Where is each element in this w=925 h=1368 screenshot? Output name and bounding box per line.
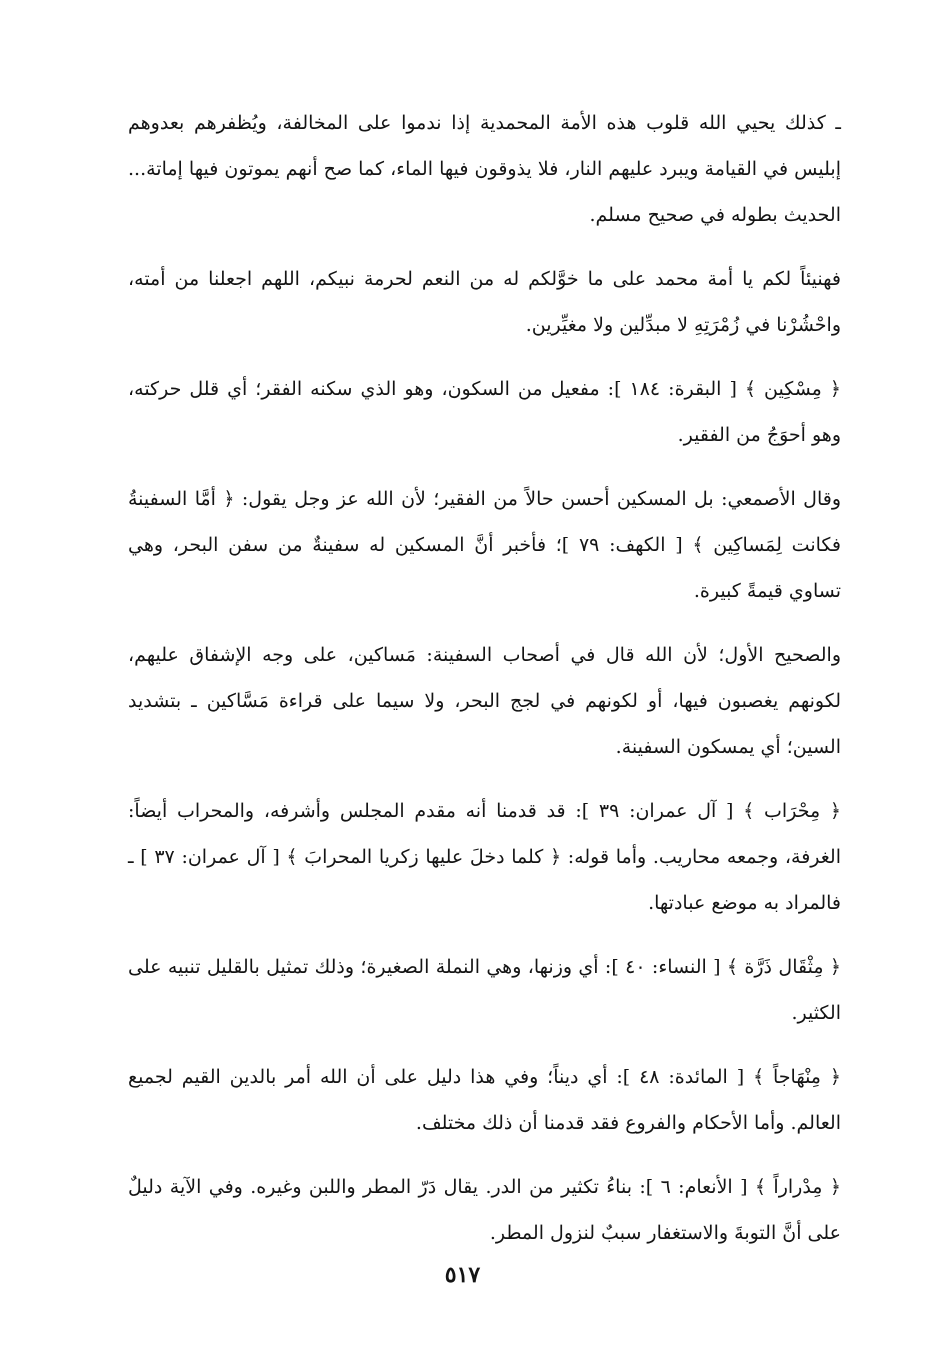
page-number: ٥١٧ xyxy=(444,1262,481,1288)
paragraph-minhaj: ﴿ مِنْهَاجاً ﴾ [ المائدة: ٤٨ ]: أي ديناً؛ وفي هذا دليل على أن الله أمر بالدين القيم لجميع العالم. وأما الأحكام والفروع فقد قدمنا أن ذلك مختلف. xyxy=(128,1066,841,1134)
paragraph-blessing: فهنيئاً لكم يا أمة محمد على ما خوَّلكم له من النعم لحرمة نبيكم، اللهم اجعلنا من أمته، واحْشُرْنا في زُمْرَتِهِ لا مبدِّلين ولا مغيِّرين. xyxy=(128,268,841,336)
paragraph-mihrab: ﴿ مِحْرَاب ﴾ [ آل عمران: ٣٩ ]: قد قدمنا أنه مقدم المجلس وأشرفه، والمحراب أيضاً: الغرفة، وجمعه محاريب. وأما قوله: ﴿ كلما دخلَ عليها زكريا المحرابَ ﴾ [ آل عمران: ٣٧ ] ـ فالمراد به موضع عبادتها. xyxy=(128,800,841,914)
paragraph-asmai: وقال الأصمعي: بل المسكين أحسن حالاً من الفقير؛ لأن الله عز وجل يقول: ﴿ أمَّا السفينةُ فكانت لِمَساكِين ﴾ [ الكهف: ٧٩ ]؛ فأخبر أنَّ المسكين له سفينةٌ من سفن البحر، وهي تساوي قيمةً كبيرة. xyxy=(128,488,841,602)
paragraph-midrar: ﴿ مِدْراراً ﴾ [ الأنعام: ٦ ]: بناءُ تكثير من الدر. يقال دَرّ المطر واللبن وغيره. وفي الآية دليلٌ على أنَّ التوبةَ والاستغفار سببٌ لنزول المطر. xyxy=(128,1176,841,1244)
paragraph-mithqal: ﴿ مِثْقَال ذَرَّة ﴾ [ النساء: ٤٠ ]: أي وزنها، وهي النملة الصغيرة؛ وذلك تمثيل بالقليل تنبيه على الكثير. xyxy=(128,956,842,1024)
paragraph-continuation: ـ كذلك يحيي الله قلوب هذه الأمة المحمدية إذا ندموا على المخالفة، ويُظفرهم بعدوهم إبليس في القيامة ويبرد عليهم النار، فلا يذوقون فيها الماء، كما صح أنهم يموتون فيها إماتة... الحديث بطوله في صحيح مسلم. xyxy=(128,112,841,226)
body-text xyxy=(128,100,841,1274)
paragraph-sahih: والصحيح الأول؛ لأن الله قال في أصحاب السفينة: مَساكين، على وجه الإشفاق عليهم، لكونهم يغصبون فيها، أو لكونهم في لجج البحر، ولا سيما على قراءة مَسَّاكين ـ بتشديد السين؛ أي يمسكون السفينة. xyxy=(128,644,841,758)
paragraph-miskin: ﴿ مِسْكِين ﴾ [ البقرة: ١٨٤ ]: مفعيل من السكون، وهو الذي سكنه الفقر؛ أي قلل حركته، وهو أحوَجُ من الفقير. xyxy=(128,378,842,446)
